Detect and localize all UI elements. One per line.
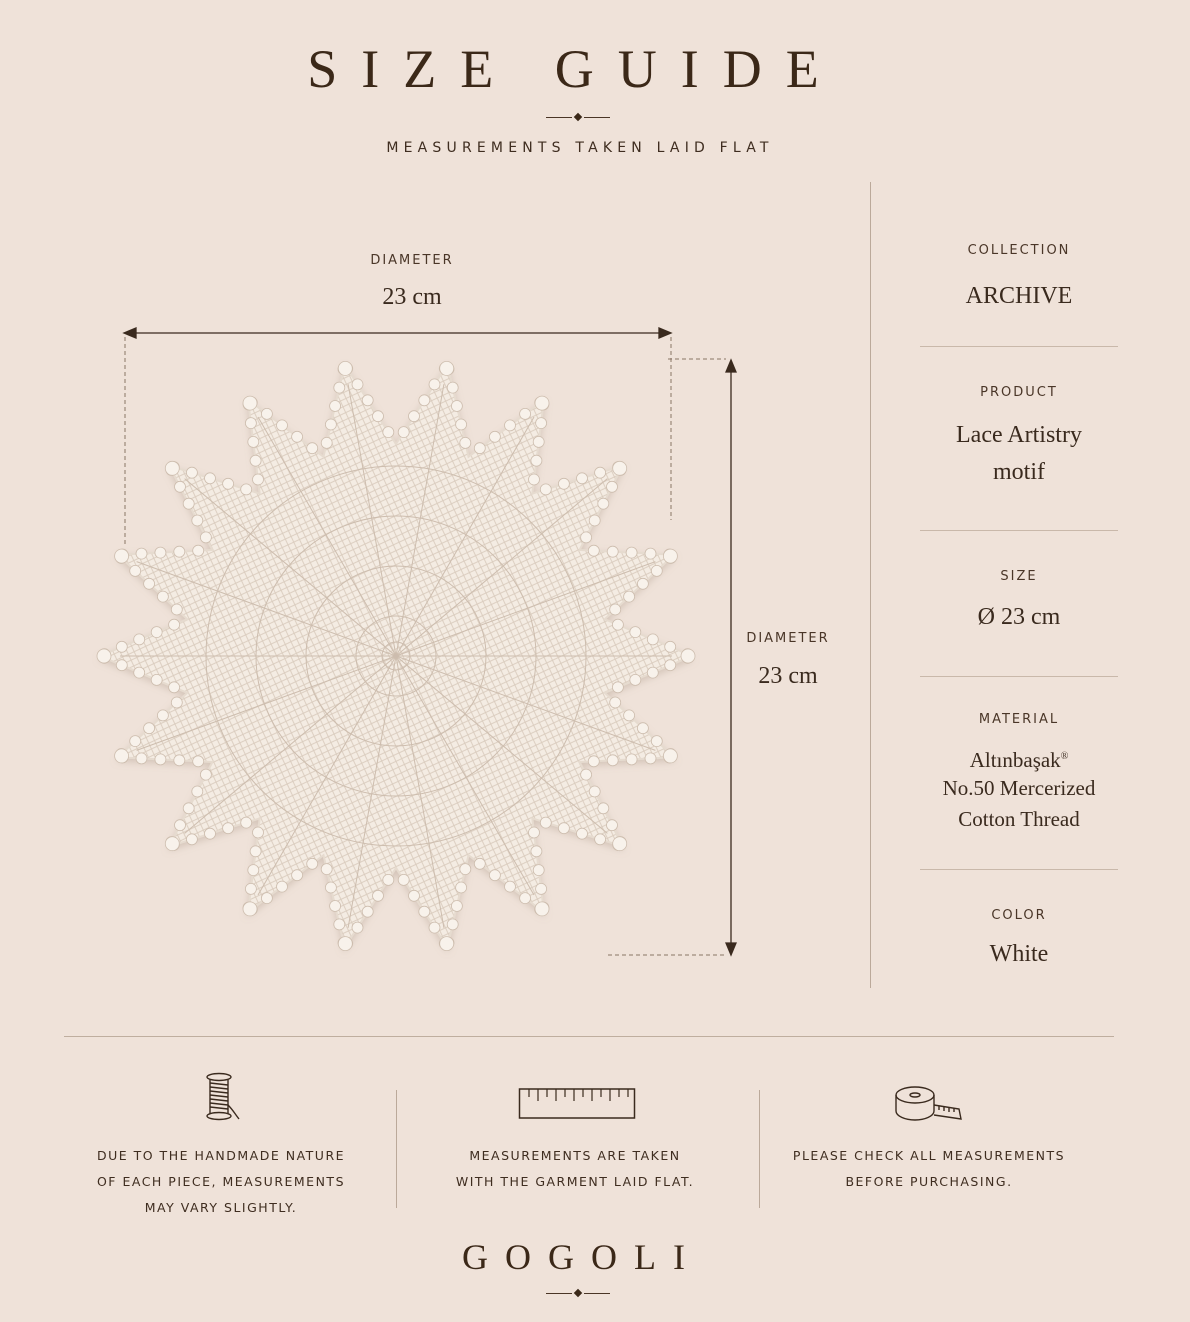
horizontal-diameter-label: DIAMETER [370,253,454,268]
doily-picot [200,532,211,543]
doily-picot [325,882,336,893]
doily-picot [531,846,542,857]
doily-picot [589,786,600,797]
doily-picot [637,723,648,734]
doily-picot [157,591,168,602]
doily-picot [598,498,609,509]
doily-picot [205,473,216,484]
doily-picot [115,549,129,563]
doily-picot [489,431,500,442]
doily-picot [136,753,147,764]
size-label: SIZE [1000,569,1038,584]
notice-line: DUE TO THE HANDMADE NATURE [96,1148,346,1163]
doily-picot [352,922,363,933]
doily-picot [529,827,540,838]
doily-picot [447,382,458,393]
doily-picot [613,837,627,851]
doily-picot [681,649,695,663]
doily-picot [362,906,373,917]
doily-picot [169,682,180,693]
doily-picot [456,419,467,430]
doily-picot [250,455,261,466]
doily-picot [253,474,264,485]
doily-picot [630,627,641,638]
notice-laid-flat [410,1143,740,1195]
doily-picot [647,667,658,678]
doily-picot [595,467,606,478]
doily-picot [520,893,531,904]
doily-picot [474,858,485,869]
spec-column-divider [870,182,871,988]
doily-picot [151,674,162,685]
doily-picot [134,667,145,678]
doily-picot [352,379,363,390]
doily-picot [460,437,471,448]
spec-divider [920,676,1118,677]
doily-picot [598,803,609,814]
doily-picot [645,753,656,764]
notice-line: WITH THE GARMENT LAID FLAT. [455,1174,695,1189]
doily-picot [535,396,549,410]
doily-picot [277,420,288,431]
doily-picot [558,823,569,834]
doily-picot [245,418,256,429]
doily-picot [626,547,637,558]
doily-picot [419,906,430,917]
doily-picot [610,697,621,708]
doily-picot [581,769,592,780]
doily-picot [174,546,185,557]
doily-picot [157,710,168,721]
doily-picot [637,578,648,589]
doily-picot [383,874,394,885]
doily-picot [595,834,606,845]
doily-picot [645,548,656,559]
doily-picot [451,401,462,412]
size-value: Ø 23 cm [977,604,1061,630]
doily-picot [529,474,540,485]
doily-picot [577,828,588,839]
doily-picot [612,682,623,693]
doily-picot [193,545,204,556]
doily-picot [440,937,454,951]
doily-picot [540,817,551,828]
doily-picot [334,382,345,393]
doily-picot [151,627,162,638]
material-label: MATERIAL [978,712,1060,727]
doily-picot [144,723,155,734]
doily-picot [174,755,185,766]
doily-picot [607,481,618,492]
bottom-arrowhead [726,943,736,955]
doily-picot [383,427,394,438]
doily-picot [136,548,147,559]
doily-picot [175,820,186,831]
vertical-diameter-value: 23 cm [758,663,818,689]
doily-picot [116,641,127,652]
notice-line: MEASUREMENTS ARE TAKEN [469,1148,681,1163]
left-arrowhead [124,328,136,338]
doily-picot [277,881,288,892]
doily-picot [334,919,345,930]
doily-picot [409,411,420,422]
doily-picot [630,674,641,685]
doily-picot [169,619,180,630]
doily-picot [261,893,272,904]
doily-picot [429,379,440,390]
product-label: PRODUCT [980,385,1058,400]
material-value-line2: No.50 Mercerized [942,776,1096,800]
thread-spool-icon [201,1072,241,1122]
doily-picot [612,619,623,630]
doily-picot [192,786,203,797]
product-value-line1: Lace Artistry [956,422,1082,448]
doily-picot [589,515,600,526]
doily-picot [292,431,303,442]
doily-picot [338,937,352,951]
footer-ornament [546,1288,610,1298]
doily-picot [321,437,332,448]
doily-picot [533,436,544,447]
doily-picot [205,828,216,839]
doily-picot [292,870,303,881]
doily-picot [250,846,261,857]
doily-picot [253,827,264,838]
doily-picot [338,361,352,375]
doily-picot [588,756,599,767]
doily-picot [588,545,599,556]
ruler-icon [518,1087,636,1121]
doily-picot [248,436,259,447]
collection-label: COLLECTION [967,243,1071,258]
notice-handmade [60,1143,382,1221]
doily-picot [241,817,252,828]
notice-divider [759,1090,760,1208]
doily-picot [409,890,420,901]
doily-picot [183,498,194,509]
doily-picot [429,922,440,933]
doily-picot [451,901,462,912]
doily-picot [610,604,621,615]
doily-picot [440,361,454,375]
doily-picot [115,749,129,763]
doily-picot [241,484,252,495]
spec-divider [920,869,1118,870]
doily-picot [419,395,430,406]
doily-picot [626,754,637,765]
doily-picot [624,710,635,721]
doily-picot [663,549,677,563]
doily-picot [171,604,182,615]
doily-picot [261,408,272,419]
doily-picot [624,591,635,602]
doily-picot [607,546,618,557]
section-divider [64,1036,1114,1037]
doily-picot [223,478,234,489]
top-arrowhead [726,360,736,372]
doily-picot [223,823,234,834]
doily-picot [155,754,166,765]
notice-line: OF EACH PIECE, MEASUREMENTS [96,1174,346,1189]
doily-picot [540,484,551,495]
doily-picot [558,478,569,489]
horizontal-diameter-value: 23 cm [382,284,442,310]
doily-picot [398,874,409,885]
doily-picot [97,649,111,663]
color-value: White [989,941,1049,967]
doily-picot [243,396,257,410]
doily-picot [175,481,186,492]
doily-picot [116,660,127,671]
doily-picot [130,565,141,576]
right-arrowhead [659,328,671,338]
doily-picot [165,837,179,851]
doily-picot [520,408,531,419]
doily-picot [193,756,204,767]
material-value-line1 [920,741,1118,776]
doily-picot [665,641,676,652]
doily-picot [505,881,516,892]
doily-picot [536,883,547,894]
doily-picot [186,467,197,478]
doily-picot [165,461,179,475]
doily-picot [651,736,662,747]
doily-picot [192,515,203,526]
doily-picot [362,395,373,406]
doily-picot [373,411,384,422]
doily-picot [330,401,341,412]
doily-picot [607,820,618,831]
doily-picot [474,443,485,454]
doily-picot [663,749,677,763]
doily-picot [155,547,166,558]
crochet-doily-image [92,350,700,962]
doily-picot [533,865,544,876]
doily-picot [248,865,259,876]
spec-divider [920,346,1118,347]
page-title: SIZE GUIDE [307,39,843,99]
brand-logo: GOGOLI [462,1237,702,1277]
product-value-line2: motif [993,459,1045,485]
notice-check-measurements [772,1143,1086,1195]
doily-picot [505,420,516,431]
collection-value: ARCHIVE [965,283,1073,309]
doily-picot [607,755,618,766]
doily-picot [581,532,592,543]
doily-picot [489,870,500,881]
vertical-diameter-label: DIAMETER [746,631,830,646]
doily-picot [144,578,155,589]
doily-picot [651,565,662,576]
doily-picot [200,769,211,780]
doily-picot [647,634,658,645]
notice-divider [396,1090,397,1208]
doily-picot [171,697,182,708]
doily-picot [243,902,257,916]
doily-picot [307,858,318,869]
doily-picot [321,864,332,875]
doily-picot [460,864,471,875]
doily-picot [531,455,542,466]
doily-picot [577,473,588,484]
doily-picot [456,882,467,893]
doily-picot [447,919,458,930]
doily-picot [398,427,409,438]
material-brand: Altınbaşak [969,748,1061,772]
doily-picot [245,883,256,894]
doily-picot [665,660,676,671]
doily-picot [186,834,197,845]
page-subtitle: MEASUREMENTS TAKEN LAID FLAT [386,140,774,156]
notice-line: PLEASE CHECK ALL MEASUREMENTS [792,1148,1066,1163]
doily-picot [325,419,336,430]
doily-picot [330,901,341,912]
doily-picot [535,902,549,916]
doily-picot [130,736,141,747]
notice-line: BEFORE PURCHASING. [845,1174,1013,1189]
doily-picot [536,418,547,429]
doily-picot [307,443,318,454]
measuring-tape-icon [893,1083,965,1129]
doily-picot [183,803,194,814]
doily-picot [373,890,384,901]
color-label: COLOR [991,908,1047,923]
registered-mark: ® [1060,751,1069,762]
notice-line: MAY VARY SLIGHTLY. [144,1200,298,1215]
doily-picot [134,634,145,645]
material-value-line3: Cotton Thread [958,807,1080,831]
doily-picot [613,461,627,475]
spec-divider [920,530,1118,531]
